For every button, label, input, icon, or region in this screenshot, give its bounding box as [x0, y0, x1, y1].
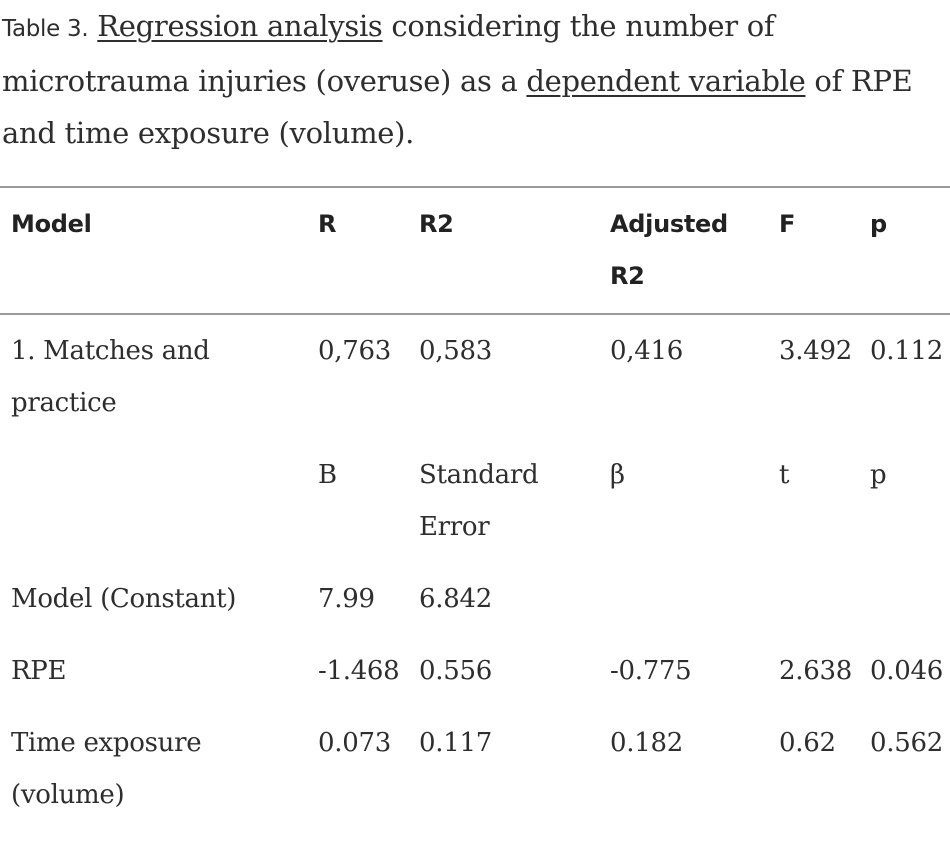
cell-f: 3.492 — [779, 336, 852, 366]
cell-p: 0.046 — [870, 656, 943, 686]
cell-b: 7.99 — [318, 584, 375, 614]
header-f: F — [779, 210, 796, 238]
cell-t: 2.638 — [779, 656, 852, 686]
cell-b: B — [318, 460, 337, 490]
header-r2: R2 — [419, 210, 454, 238]
table-row — [0, 717, 950, 841]
cell-model: Model (Constant) — [11, 584, 237, 614]
header-model: Model — [11, 210, 92, 238]
regression-analysis-link[interactable]: Regression analysis — [97, 9, 383, 43]
cell-beta: 0.182 — [610, 728, 683, 758]
cell-beta: -0.775 — [610, 656, 692, 686]
cell-beta — [599, 573, 768, 645]
regression-table — [0, 186, 950, 841]
header-adjusted-r2: Adjusted R2 — [610, 210, 728, 290]
cell-t: t — [779, 460, 790, 490]
cell-p — [859, 573, 950, 645]
cell-adjusted-r2: 0,416 — [610, 336, 683, 366]
cell-standard-error: 0.556 — [419, 656, 492, 686]
table-header — [0, 187, 950, 314]
table-label: Table 3. — [2, 16, 89, 42]
table-row — [0, 645, 950, 717]
cell-model: 1. Matches and practice — [11, 336, 210, 418]
cell-r2: 0,583 — [419, 336, 492, 366]
cell-p: p — [870, 460, 887, 490]
cell-standard-error: 6.842 — [419, 584, 492, 614]
table-row — [0, 449, 950, 573]
caption-text-2: of RPE and time exposure (volume). — [2, 64, 913, 150]
header-p: p — [870, 210, 887, 238]
dependent-variable-link[interactable]: dependent variable — [526, 64, 806, 98]
cell-p: 0.112 — [870, 336, 943, 366]
cell-model: RPE — [11, 656, 67, 686]
cell-p: 0.562 — [870, 728, 943, 758]
cell-beta: β — [610, 460, 625, 490]
cell-b: -1.468 — [318, 656, 400, 686]
cell-standard-error: 0.117 — [419, 728, 492, 758]
caption-text-1: considering the number of microtrauma injuries (overuse) as a — [2, 9, 775, 98]
table-row — [0, 314, 950, 449]
regression-table-container — [0, 186, 950, 841]
table-row — [0, 573, 950, 645]
cell-r: 0,763 — [318, 336, 391, 366]
cell-b: 0.073 — [318, 728, 391, 758]
cell-standard-error: Standard Error — [419, 460, 539, 542]
cell-t: 0.62 — [779, 728, 836, 758]
header-row — [0, 187, 950, 314]
header-r: R — [318, 210, 337, 238]
cell-model: Time exposure (volume) — [11, 728, 202, 810]
table-caption — [2, 0, 942, 159]
table-body — [0, 314, 950, 841]
cell-t — [768, 573, 859, 645]
cell-model — [0, 449, 307, 573]
